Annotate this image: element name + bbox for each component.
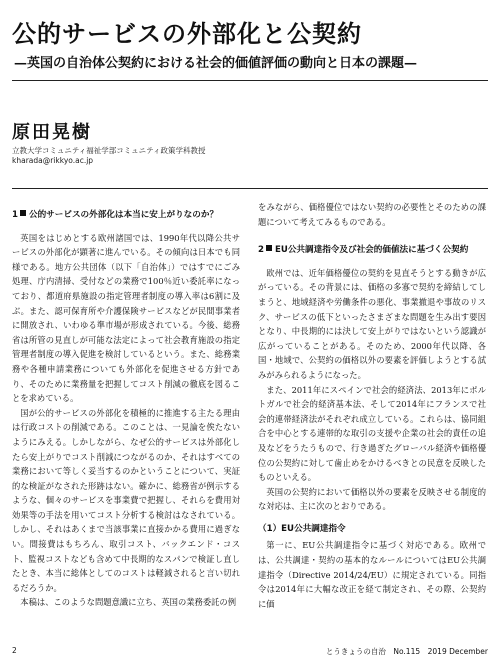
author-affiliation-block: [12, 146, 206, 166]
section2-heading-number: 2: [258, 245, 264, 256]
journal-info: とうきょうの自治 No.115 2019 December: [325, 647, 488, 656]
section1-paragraph: 国が公的サービスの外部化を積極的に推進する主たる理由は行政コストの削減である。このことは、一見論を俟たないようにみえる。しかしながら、なぜ公的サービスは外部化したら安上がりでコスト削減につながるのか、それはすべての業務において等しく妥当するのかということについて、実証的な検証がなされた形跡はない。確かに、総務省が例示するような、個々のサービスを事業費で把握し、それらを費用対効果等の手法を用いてコスト分析する検討はなされている。しかし、それはあくまで当該事業に直接かかる費用に過ぎない。間接費はもちろん、取引コスト、バックエンド・コスト、監視コストなども含めて中長期的なスパンで検証し直したとき、本当に総体としてのコストは軽減されると言い切れるだろうか。: [12, 407, 240, 593]
section1-heading: [12, 208, 240, 223]
section2-paragraph: 英国の公契約において価格以外の要素を反映させる制度的な対応は、主に次のとおりである。: [258, 486, 486, 512]
article-title: 公的サービスの外部化と公契約: [12, 20, 362, 48]
page-number: 2: [12, 646, 17, 655]
section2-paragraph: 欧州では、近年価格優位の契約を見直そうとする動きが広がっている。その背景には、価格の多寡で契約を締結してしまうと、地域経済や労働条件の悪化、事業撤退や事故のリスク、サービスの低下といったさまざまな問題を生み出す要因となり、中長期的には決して安上がりではないという認識が広がっていることがある。そのため、2000年代以降、各国・地域で、公契約の価格以外の要素を評価しようとする試みがみられるようになった。: [258, 267, 486, 380]
article-subtitle: —英国の自治体公契約における社会的価値評価の動向と日本の課題—: [14, 56, 418, 71]
author-name: 原田晃樹: [12, 122, 92, 143]
section1-paragraph: 本稿は、このような問題意識に立ち、英国の業務委託の例: [20, 597, 237, 608]
section1-heading-text: 公的サービスの外部化は本当に安上がりなのか？: [28, 210, 219, 220]
section2-heading-text: EU公共調達指令及び社会的価値法に基づく公契約: [274, 245, 469, 256]
left-column: [12, 200, 240, 610]
section1-heading-number: 1: [12, 210, 18, 220]
right-column: [258, 200, 486, 611]
heading-square-icon: [20, 210, 26, 216]
section2-heading: [258, 243, 486, 258]
author-affiliation: 立教大学コミュニティ福祉学部コミュニティ政策学科教授: [12, 146, 206, 155]
right-column-lead: をみながら、価格優位ではない契約の必要性とそのための課題について考えてみるものである。: [258, 202, 486, 227]
title-rule-top: [12, 80, 488, 81]
heading-square-icon: [266, 245, 272, 251]
section2-paragraph: また、2011年にスペインで社会的経済法、2013年にポルトガルで社会的経済基本法、そして2014年にフランスで社会的連帯経済法がそれぞれ成立している。これらは、協同組合を中心とする連帯的な取引の支援や企業の社会的責任の追及などをうたうもので、行き過ぎたグローバル経済や価格優位の公契約に対して歯止めをかけるべきとの民意を反映したものといえる。: [258, 384, 486, 483]
title-rule-bottom: [12, 188, 488, 189]
section1-paragraph: 英国をはじめとする欧州諸国では、1990年代以降公共サービスの外部化が顕著に進んでいる。その傾向は日本でも同様である。地方公共団体（以下「自治体」）ではすでにごみ処理、庁内清掃、受付などの業務で100％近い委託率になっており、都道府県施設の指定管理者制度の導入率は6割に及ぶ。また、認可保育所や介護保険サービスなどが民間事業者に開放され、いわゆる準市場が形成されている。今後、総務省は所管の見直しが可能な法定によって社会教育施設の指定管理者制度の導入促進を検討しているという。また、総務業務や各種申請業務についても外部化を促進させる方針であり、そのために業務量を把握してコスト削減の徹底を図ることを求めている。: [12, 232, 240, 404]
author-email: kharada@rikkyo.ac.jp: [12, 156, 94, 165]
section2-sub-paragraph: 第一に、EU公共調達指令に基づく対応である。欧州では、公共調達・契約の基本的なルールについてはEU公共調達指令（Directive 2014/24/EU）に規定されている。同指令は2014年に大幅な改正を経て制定され、その際、公契約に価: [258, 540, 486, 609]
section2-subheading: （1）EU公共調達指令: [258, 523, 346, 534]
